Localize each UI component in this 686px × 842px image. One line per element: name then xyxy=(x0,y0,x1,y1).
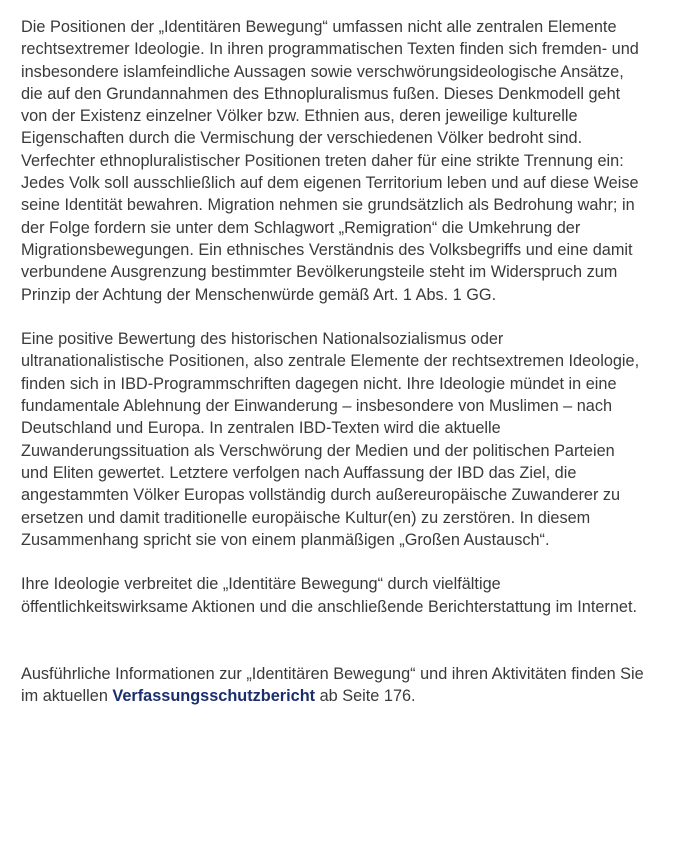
section-spacer xyxy=(21,618,646,663)
paragraph-spacer xyxy=(21,306,646,328)
further-info-page-text: ab Seite 176. xyxy=(315,686,416,705)
verfassungsschutzbericht-link[interactable]: Verfassungsschutzbericht xyxy=(112,686,316,705)
paragraph-ibd-ideology: Eine positive Bewertung des historischen Nationalsozialismus oder ultranationalistische Positionen, also zentrale Elemente der rechtsextremen Ideologie, finden sich in IBD-Programmschriften dagegen nicht. Ihre Ideologie mündet in eine fundamentale Ablehnung der Einwanderung – insbesondere von Muslimen – nach Deutschland und Europa. In zentralen IBD-Texten wird die aktuelle Zuwanderungssituation als Verschwörung der Medien und der politischen Parteien und Eliten gewertet. Letztere verfolgen nach Auffassung der IBD das Ziel, die angestammten Völker Europas vollständig durch außereuropäische Zuwanderer zu ersetzen und damit traditionelle europäische Kultur(en) zu zerstören. In diesem Zusammenhang spricht sie von einem planmäßigen „Großen Austausch“. xyxy=(21,330,640,549)
paragraph-further-info xyxy=(21,663,646,708)
paragraph-spacer xyxy=(21,551,646,573)
further-info-text: Ausführliche Informationen zur „Identitären Bewegung“ und ihren Aktivitäten finden Sie im aktuellen xyxy=(21,664,644,705)
paragraph-ideology-positions: Die Positionen der „Identitären Bewegung“ umfassen nicht alle zentralen Elemente rechtsextremer Ideologie. In ihren programmatischen Texten finden sich fremden- und insbesondere islamfeindliche Aussagen sowie verschwörungsideologische Ansätze, die auf den Grundannahmen des Ethnopluralismus fußen. Dieses Denkmodell geht von der Existenz einzelner Völker bzw. Ethnien aus, deren jeweilige kulturelle Eigenschaften durch die Vermischung der verschiedenen Völker bedroht sind. Verfechter ethnopluralistischer Positionen treten daher für eine strikte Trennung ein: Jedes Volk soll ausschließlich auf dem eigenen Territorium leben und auf diese Weise seine Identität bewahren. Migration nehmen sie grundsätzlich als Bedrohung wahr; in der Folge fordern sie unter dem Schlagwort „Remigration“ die Umkehrung der Migrationsbewegungen. Ein ethnisches Verständnis des Volksbegriffs und eine damit verbundene Ausgrenzung bestimmter Bevölkerungsteile steht im Widerspruch zum Prinzip der Achtung der Menschenwürde gemäß Art. 1 Abs. 1 GG. xyxy=(21,18,639,304)
paragraph-dissemination: Ihre Ideologie verbreitet die „Identitäre Bewegung“ durch vielfältige öffentlichkeitswirksame Aktionen und die anschließende Berichterstattung im Internet. xyxy=(21,575,638,616)
